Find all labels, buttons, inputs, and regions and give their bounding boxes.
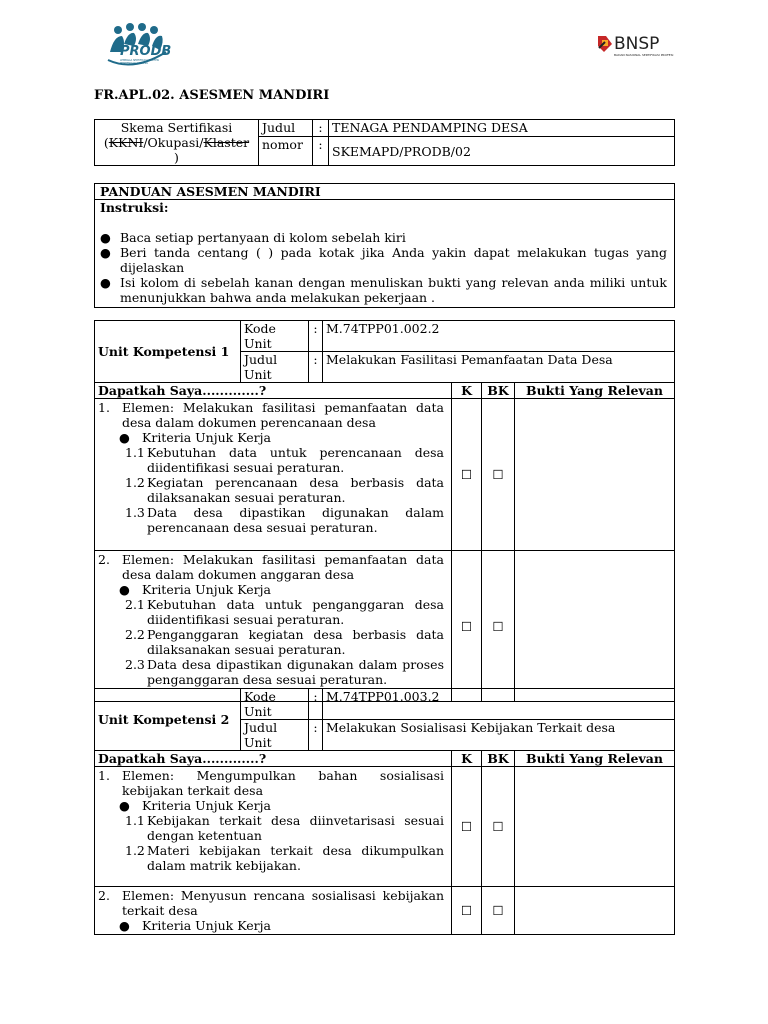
instruksi-item-3: Isi kolom di sebelah kanan dengan menuliskan bukti yang relevan anda miliki untuk menunjukkan bahwa anda melakukan pekerjaan .: [120, 275, 667, 305]
element-text: Elemen: Menyusun rencana sosialisasi kebijakan terkait desa: [122, 888, 444, 918]
element-num: 1.: [98, 768, 110, 783]
skema-label-klaster: Klaster: [203, 135, 250, 150]
kode-unit-label: Kode Unit: [241, 689, 309, 720]
unit-2-element-2: [95, 887, 452, 935]
unit-1-judul: Melakukan Fasilitasi Pemanfaatan Data Desa: [323, 352, 675, 383]
bukti-header: Bukti Yang Relevan: [515, 383, 675, 399]
judul-unit-label: Judul Unit: [241, 720, 309, 751]
unit-2-kode: M.74TPP01.003.2: [323, 689, 675, 720]
kriteria-label: Kriteria Unjuk Kerja: [142, 430, 271, 445]
criteria-text: Kebutuhan data untuk perencanaan desa diidentifikasi sesuai peraturan.: [147, 445, 444, 475]
kriteria-label: Kriteria Unjuk Kerja: [142, 582, 271, 597]
list-item: [100, 275, 667, 305]
kode-colon: :: [309, 321, 323, 352]
nomor-label: nomor: [259, 137, 313, 166]
judul-colon: :: [309, 352, 323, 383]
bnsp-emblem-icon: [596, 34, 614, 54]
bullet-icon: ●: [119, 430, 130, 445]
element-text: Elemen: Mengumpulkan bahan sosialisasi kebijakan terkait desa: [122, 768, 444, 798]
skema-label-open: (: [103, 135, 109, 150]
instruksi-list: [100, 230, 667, 305]
element-num: 1.: [98, 400, 110, 415]
skema-label-mid: /Okupasi/: [143, 135, 204, 150]
judul-colon: :: [309, 720, 323, 751]
bullet-icon: ●: [100, 245, 111, 260]
criteria-text: Kebutuhan data untuk penganggaran desa diidentifikasi sesuai peraturan.: [147, 597, 444, 627]
list-item: [100, 245, 667, 275]
doc-title: FR.APL.02. ASESMEN MANDIRI: [94, 88, 330, 103]
unit-2-table: [94, 688, 675, 935]
criteria-text: Data desa dipastikan digunakan dalam perencanaan desa sesuai peraturan.: [147, 505, 444, 535]
criteria-num: 2.3: [125, 657, 145, 672]
criteria-num: 1.1: [125, 445, 145, 460]
criteria-text: Materi kebijakan terkait desa dikumpulkan dalam matrik kebijakan.: [147, 843, 444, 873]
criteria-num: 1.2: [125, 843, 145, 858]
kode-unit-label: Kode Unit: [241, 321, 309, 352]
dapatkah-header: Dapatkah Saya.............?: [95, 751, 452, 767]
judul-unit-label: Judul Unit: [241, 352, 309, 383]
unit-2-label: Unit Kompetensi 2: [95, 689, 241, 751]
instruksi-item-2: Beri tanda centang ( ) pada kotak jika Anda yakin dapat melakukan tugas yang dijelaskan: [120, 245, 667, 275]
kode-colon: :: [309, 689, 323, 720]
panduan-table: [94, 183, 675, 308]
prodb-logo-subtext: LEMBAGA SERTIFIKASI PROFESI PEMBERDAYAAN DESA: [120, 59, 160, 65]
bk-checkbox[interactable]: ☐: [482, 551, 515, 702]
bullet-icon: ●: [100, 230, 111, 245]
nomor-colon: :: [313, 137, 329, 166]
criteria-num: 1.1: [125, 813, 145, 828]
instruksi-label: Instruksi:: [100, 200, 169, 215]
bnsp-logo-text: BNSP: [614, 34, 660, 54]
k-checkbox[interactable]: ☐: [452, 887, 482, 935]
bnsp-logo: [596, 34, 674, 60]
judul-value: TENAGA PENDAMPING DESA: [329, 120, 675, 137]
unit-1-kode: M.74TPP01.002.2: [323, 321, 675, 352]
bukti-cell[interactable]: [515, 399, 675, 551]
skema-label-line1: Skema Sertifikasi: [120, 120, 233, 135]
k-header: K: [452, 751, 482, 767]
k-checkbox[interactable]: ☐: [452, 767, 482, 887]
bk-header: BK: [482, 383, 515, 399]
criteria-text: Kegiatan perencanaan desa berbasis data dilaksanakan sesuai peraturan.: [147, 475, 444, 505]
element-num: 2.: [98, 888, 110, 903]
bk-checkbox[interactable]: ☐: [482, 767, 515, 887]
bk-checkbox[interactable]: ☐: [482, 887, 515, 935]
prodb-logo-text: PRODB: [120, 44, 172, 59]
criteria-text: Kebijakan terkait desa diinvetarisasi sesuai dengan ketentuan: [147, 813, 444, 843]
panduan-title: PANDUAN ASESMEN MANDIRI: [95, 184, 675, 200]
unit-1-element-2: [95, 551, 452, 702]
unit-2-element-1: [95, 767, 452, 887]
dapatkah-header: Dapatkah Saya.............?: [95, 383, 452, 399]
bukti-cell[interactable]: [515, 887, 675, 935]
nomor-value: SKEMAPD/PRODB/02: [329, 137, 675, 166]
skema-label-close: ): [174, 150, 179, 165]
bullet-icon: ●: [100, 275, 111, 290]
k-checkbox[interactable]: ☐: [452, 399, 482, 551]
criteria-text: Penganggaran kegiatan desa berbasis data dilaksanakan sesuai peraturan.: [147, 627, 444, 657]
skema-label-kkni: KKNI: [108, 135, 144, 150]
element-num: 2.: [98, 552, 110, 567]
kriteria-label: Kriteria Unjuk Kerja: [142, 918, 271, 933]
bnsp-logo-subtext: BADAN NASIONAL SERTIFIKASI PROFESI: [614, 53, 674, 57]
panduan-body: [95, 200, 675, 308]
k-checkbox[interactable]: ☐: [452, 551, 482, 702]
unit-2-judul: Melakukan Sosialisasi Kebijakan Terkait desa: [323, 720, 675, 751]
bukti-cell[interactable]: [515, 551, 675, 702]
unit-1-label: Unit Kompetensi 1: [95, 321, 241, 383]
criteria-num: 1.2: [125, 475, 145, 490]
judul-label: Judul: [259, 120, 313, 137]
list-item: [100, 230, 667, 245]
bullet-icon: ●: [119, 582, 130, 597]
bk-header: BK: [482, 751, 515, 767]
prodb-logo: [104, 22, 184, 72]
skema-label: [95, 120, 259, 166]
kriteria-label: Kriteria Unjuk Kerja: [142, 798, 271, 813]
unit-1-table: [94, 320, 675, 702]
element-text: Elemen: Melakukan fasilitasi pemanfaatan data desa dalam dokumen perencanaan desa: [122, 400, 444, 430]
criteria-text: Data desa dipastikan digunakan dalam proses penganggaran desa sesuai peraturan.: [147, 657, 444, 687]
bk-checkbox[interactable]: ☐: [482, 399, 515, 551]
bullet-icon: ●: [119, 798, 130, 813]
criteria-num: 2.1: [125, 597, 145, 612]
k-header: K: [452, 383, 482, 399]
skema-table: [94, 119, 675, 166]
unit-1-element-1: [95, 399, 452, 551]
instruksi-item-1: Baca setiap pertanyaan di kolom sebelah kiri: [120, 230, 406, 245]
bukti-cell[interactable]: [515, 767, 675, 887]
bullet-icon: ●: [119, 918, 130, 933]
element-text: Elemen: Melakukan fasilitasi pemanfaatan data desa dalam dokumen anggaran desa: [122, 552, 444, 582]
judul-colon: :: [313, 120, 329, 137]
bukti-header: Bukti Yang Relevan: [515, 751, 675, 767]
criteria-num: 1.3: [125, 505, 145, 520]
criteria-num: 2.2: [125, 627, 145, 642]
